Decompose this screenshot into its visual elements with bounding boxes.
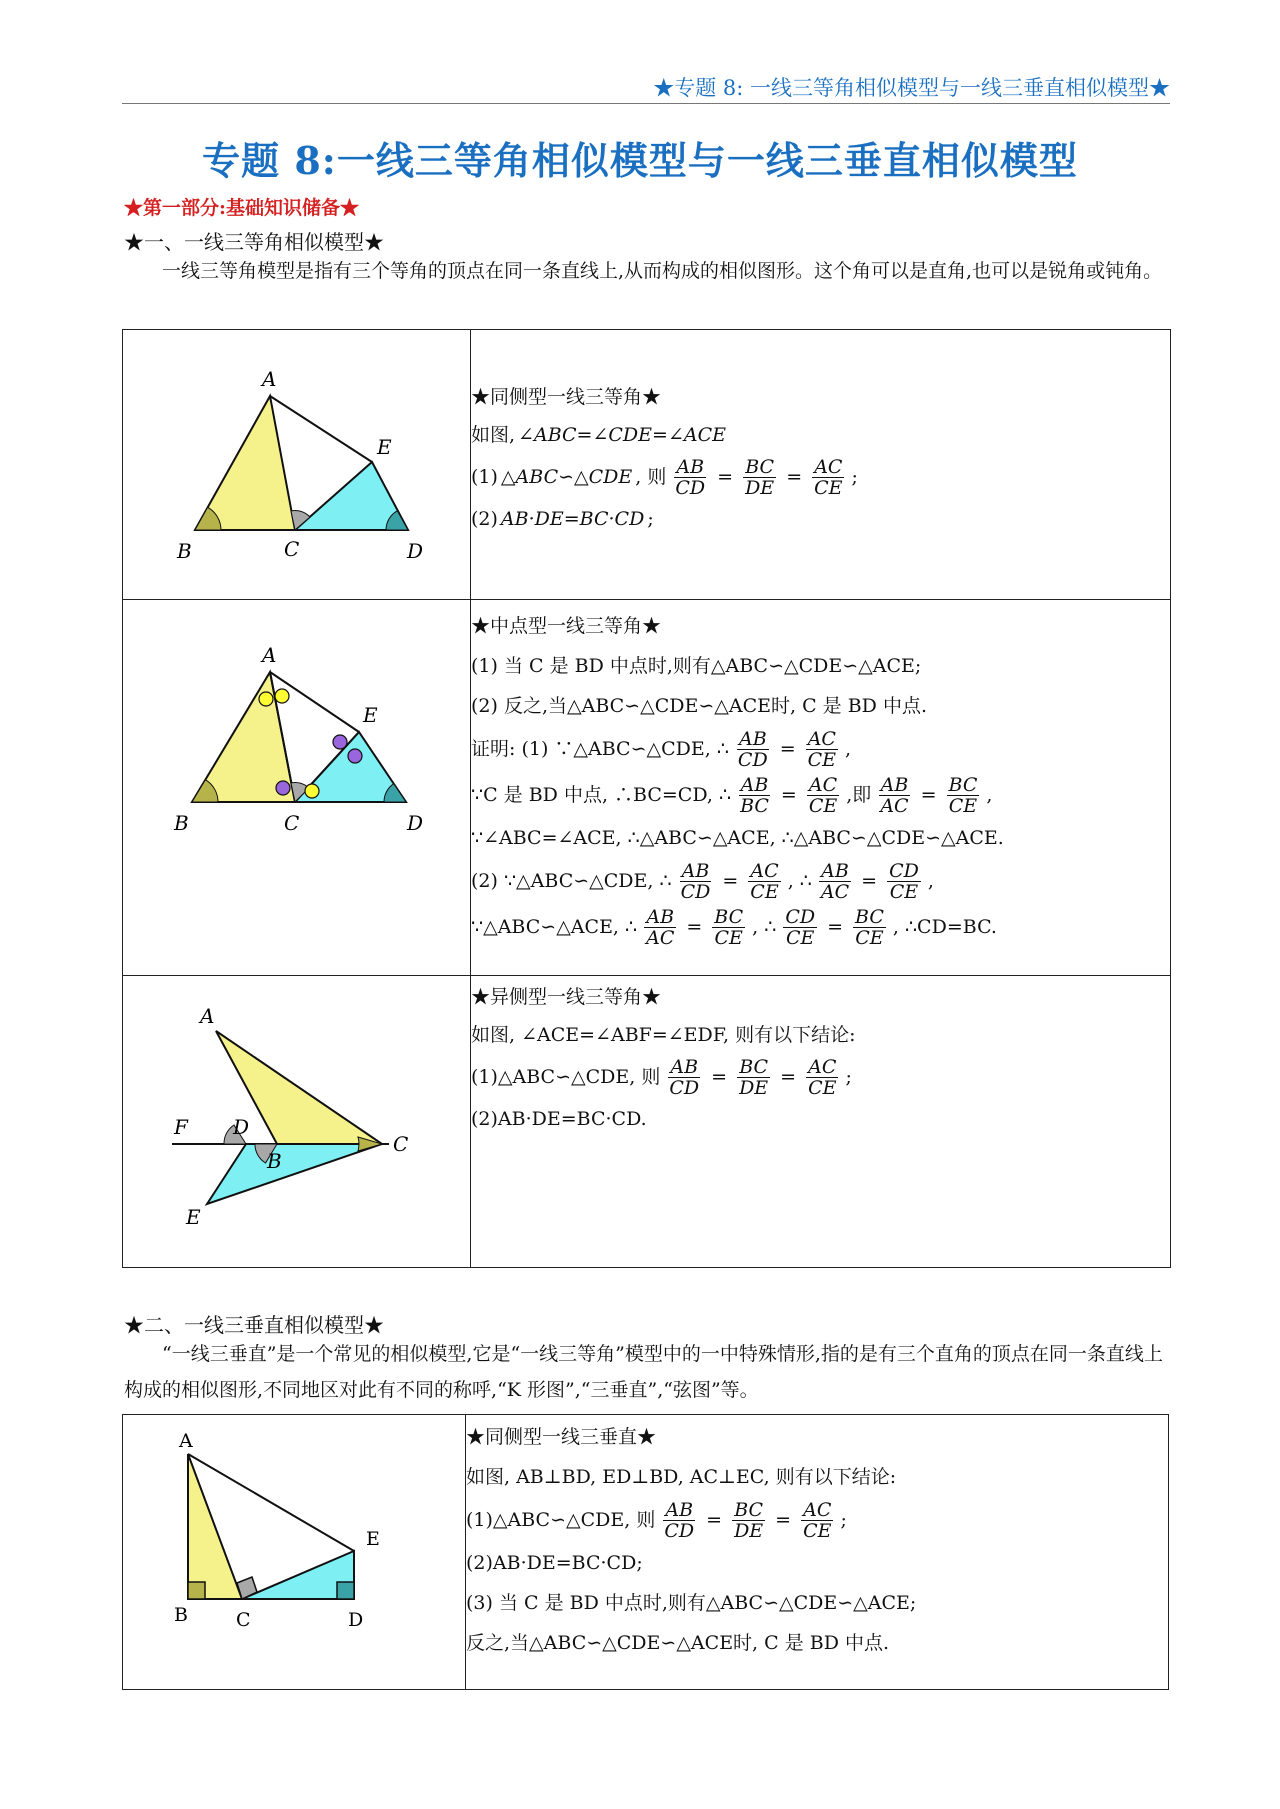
label-a: A [261, 643, 276, 667]
math-expression: AB·DE=BC·CD [500, 508, 645, 530]
table-row [123, 600, 1171, 976]
label-e: E [366, 1528, 380, 1550]
text-line: ∵C 是 BD 中点, ∴BC=CD, ∴ $\frac{AB}{BC}$ = $\frac{AC}{CE}$ ,即 $\frac{AB}{AC}$ = $\frac{BC}{CE}$ , [471, 773, 993, 817]
segment-ae [270, 396, 372, 462]
label-b: B [174, 1604, 188, 1626]
text-line: ∵∠ABC=∠ACE, ∴△ABC∽△ACE, ∴△ABC∽△CDE∽△ACE. [471, 827, 1004, 849]
marker-purple [348, 749, 362, 763]
label-c: C [392, 1132, 408, 1156]
fraction: $\frac{AB}{CD}$ [737, 727, 768, 771]
row-heading: ★异侧型一线三等角★ [471, 986, 662, 1008]
triangle-cde [207, 1144, 382, 1204]
marker-yellow [275, 689, 289, 703]
label-b: B [173, 811, 189, 835]
running-header: ★专题 8: 一线三等角相似模型与一线三垂直相似模型★ [653, 76, 1170, 100]
table-row [123, 976, 1171, 1268]
fraction: $\frac{CD}{CE}$ [889, 859, 919, 903]
section1-heading: ★一、一线三等角相似模型★ [124, 230, 384, 254]
part-heading: ★第一部分:基础知识储备★ [124, 197, 360, 219]
fraction: $\frac{BC}{DE}$ [739, 1055, 769, 1099]
row-heading: ★同侧型一线三垂直★ [466, 1426, 657, 1448]
label-e: E [362, 703, 378, 727]
label-a: A [261, 367, 276, 391]
midpoint-figure [127, 600, 467, 860]
label-e: E [376, 435, 392, 459]
fraction: $\frac{AB}{BC}$ [740, 773, 769, 817]
text-line [471, 416, 1170, 454]
figure-cell [123, 330, 471, 600]
fraction: $\frac{AC}{CE}$ [814, 455, 843, 499]
perpendicular-figure [124, 1415, 464, 1685]
section1-intro: 一线三等角模型是指有三个等角的顶点在同一条直线上,从而构成的相似图形。这个角可以是直角,也可以是锐角或钝角。 [162, 260, 1163, 282]
label-a: A [199, 1004, 214, 1028]
text-line: (2)AB·DE=BC·CD; [466, 1552, 643, 1574]
opposite-side-figure [127, 976, 467, 1246]
text-line: (1) △ABC∽△CDE , 则 $\frac{AB}{CD}$ = $\frac{BC}{DE}$ = $\frac{AC}{CE}$ ; [471, 455, 858, 499]
marker-purple [333, 735, 347, 749]
text-line: 如图, AB⊥BD, ED⊥BD, AC⊥EC, 则有以下结论: [466, 1466, 897, 1488]
text-line: (2) AB·DE=BC·CD ; [471, 500, 1170, 538]
text-line: (3) 当 C 是 BD 中点时,则有△ABC∽△CDE∽△ACE; [466, 1592, 917, 1614]
row-heading: ★同侧型一线三等角★ [471, 386, 662, 408]
text-cell [471, 330, 1171, 600]
math-expression: △ABC∽△CDE [500, 466, 633, 488]
math-expression: ∠ABC=∠CDE=∠ACE [518, 424, 726, 446]
text-line: (1)△ABC∽△CDE, 则 $\frac{AB}{CD}$ = $\frac{BC}{DE}$ = $\frac{AC}{CE}$ ; [471, 1055, 852, 1099]
text-line: ∵△ABC∽△ACE, ∴ $\frac{AB}{AC}$ = $\frac{BC}{CE}$ , ∴ $\frac{CD}{CE}$ = $\frac{BC}{CE}$ , ∴CD=BC. [471, 905, 997, 949]
label-d: D [406, 539, 423, 563]
text-cell [471, 976, 1171, 1268]
fraction: $\frac{AC}{CE}$ [808, 773, 838, 817]
text-cell [471, 600, 1171, 976]
text-cell [466, 1415, 1169, 1690]
label-d: D [348, 1609, 364, 1631]
fraction: $\frac{AB}{CD}$ [669, 1055, 700, 1099]
marker-purple [276, 781, 290, 795]
label-f: F [173, 1115, 188, 1139]
fraction: $\frac{BC}{DE}$ [745, 455, 775, 499]
marker-yellow [305, 784, 319, 798]
label-a: A [179, 1430, 193, 1452]
fraction: $\frac{AB}{CD}$ [675, 455, 706, 499]
fraction: $\frac{AC}{CE}$ [807, 727, 837, 771]
fraction: $\frac{AC}{CE}$ [808, 1055, 837, 1099]
page-title: 专题 8:一线三等角相似模型与一线三垂直相似模型 [202, 138, 1078, 183]
label-d: D [406, 811, 423, 835]
figure-cell [123, 600, 471, 976]
fraction: $\frac{AB}{AC}$ [820, 859, 850, 903]
line-prefix: 如图, [471, 424, 516, 446]
text-line: (2) ∵△ABC∽△CDE, ∴ $\frac{AB}{CD}$ = $\frac{AC}{CE}$ , ∴ $\frac{AB}{AC}$ = $\frac{CD}{CE}$ , [471, 859, 934, 903]
text-line: (2)AB·DE=BC·CD. [471, 1108, 647, 1130]
table-row [123, 330, 1171, 600]
line-prefix: (2) [471, 508, 498, 530]
same-side-figure [127, 330, 467, 590]
fraction: $\frac{AC}{CE}$ [750, 859, 779, 903]
section2-heading: ★二、一线三垂直相似模型★ [124, 1313, 384, 1337]
fraction: $\frac{BC}{CE}$ [855, 905, 884, 949]
section2-intro: “一线三垂直”是一个常见的相似模型,它是“一线三等角”模型中的一中特殊情形,指的是有三个直角的顶点在同一条直线上构成的相似图形,不同地区对此有不同的称呼,“K 形图”,“三垂直”,“弦图”等。 [124, 1343, 1163, 1401]
row-heading: ★中点型一线三等角★ [471, 615, 662, 637]
label-c: C [236, 1609, 251, 1631]
right-angle-d [337, 1582, 354, 1599]
model-table-2 [122, 1414, 1169, 1690]
right-angle-b [188, 1582, 205, 1599]
figure-cell [123, 1415, 466, 1690]
header-rule [122, 103, 1170, 104]
fraction: $\frac{BC}{DE}$ [734, 1498, 764, 1542]
label-b: B [176, 539, 192, 563]
figure-cell [123, 976, 471, 1268]
fraction: $\frac{AC}{CE}$ [803, 1498, 832, 1542]
text-line: 证明: (1) ∵△ABC∽△CDE, ∴ $\frac{AB}{CD}$ = $\frac{AC}{CE}$ , [471, 727, 852, 771]
fraction: $\frac{BC}{CE}$ [948, 773, 978, 817]
fraction: $\frac{AB}{CD}$ [664, 1498, 695, 1542]
label-b: B [266, 1149, 282, 1173]
model-table-1 [122, 329, 1171, 1268]
triangle-abc [188, 1454, 242, 1599]
label-c: C [283, 811, 299, 835]
fraction: $\frac{AB}{AC}$ [880, 773, 909, 817]
line-mid: , 则 [635, 466, 667, 488]
text-line: (2) 反之,当△ABC∽△CDE∽△ACE时, C 是 BD 中点. [471, 695, 927, 717]
marker-yellow [259, 692, 273, 706]
fraction: $\frac{AB}{CD}$ [680, 859, 711, 903]
text-line: (1)△ABC∽△CDE, 则 $\frac{AB}{CD}$ = $\frac{BC}{DE}$ = $\frac{AC}{CE}$ ; [466, 1498, 847, 1542]
label-e: E [185, 1205, 201, 1229]
fraction: $\frac{CD}{CE}$ [785, 905, 816, 949]
label-c: C [283, 537, 299, 561]
fraction: $\frac{AB}{AC}$ [646, 905, 675, 949]
fraction: $\frac{BC}{CE}$ [714, 905, 744, 949]
table-row [123, 1415, 1169, 1690]
text-line: 反之,当△ABC∽△CDE∽△ACE时, C 是 BD 中点. [466, 1632, 890, 1654]
label-d: D [232, 1115, 249, 1139]
line-prefix: (1) [471, 466, 498, 488]
text-line: (1) 当 C 是 BD 中点时,则有△ABC∽△CDE∽△ACE; [471, 655, 922, 677]
text-line: 如图, ∠ACE=∠ABF=∠EDF, 则有以下结论: [471, 1024, 856, 1046]
